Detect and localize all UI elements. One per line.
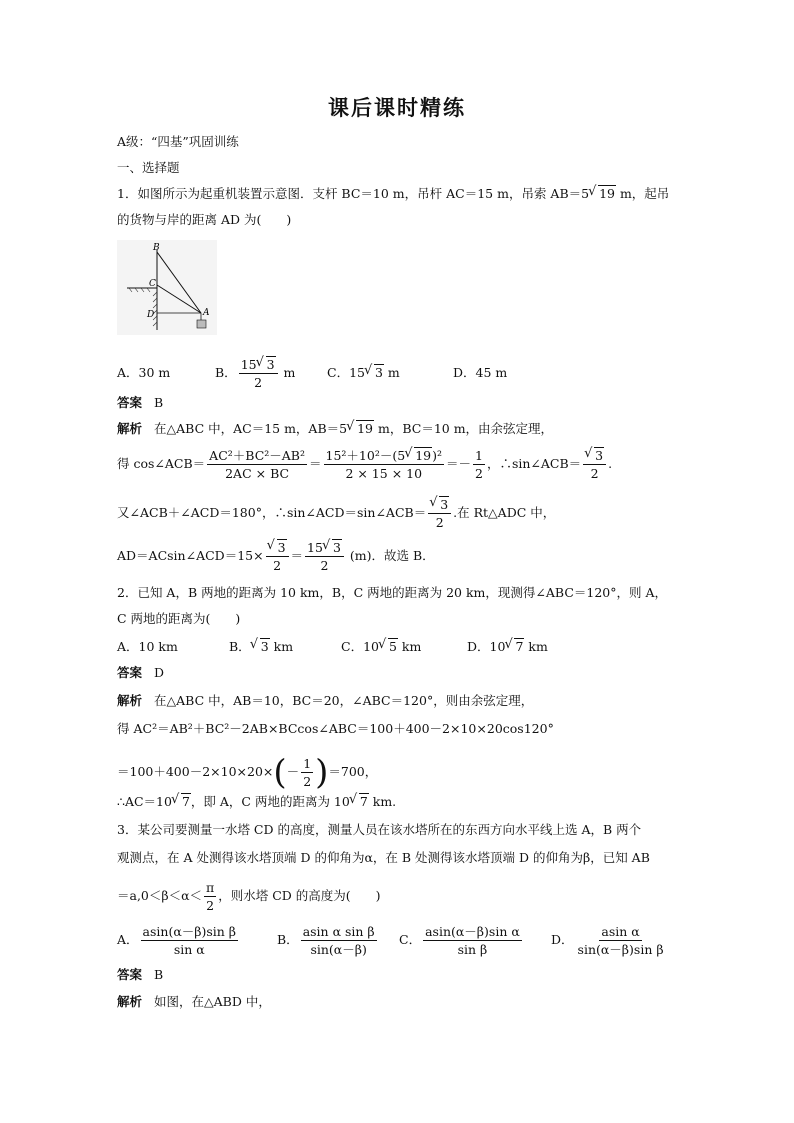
q1-answer: 答案 B bbox=[117, 395, 164, 410]
q1-options bbox=[117, 357, 507, 390]
level-heading: A级：“四基”巩固训练 bbox=[117, 134, 239, 149]
sqrt-19: √ 19 bbox=[589, 185, 616, 203]
q1-analysis-line2: 得 cos∠ACB＝ $\frac{\text{AC²＋BC²－AB²}}{2AC \times BC}$ ＝ $\frac{\text{15²＋10²－(5√ 19)²}}{2 \times 15 \times 10}$ ＝－ $\frac{1}{2}$ ，∴sin∠ACB＝ √ $\frac{3}{2}$ . bbox=[117, 448, 612, 481]
q3-option-d: D． $\frac{\text{asin α}}{\text{sin(α－β)sin β}}$ bbox=[551, 924, 664, 957]
q2-stem-line2: C 两地的距离为( ) bbox=[117, 611, 241, 626]
fig-label-c: C bbox=[149, 279, 156, 289]
q3-options bbox=[117, 924, 668, 957]
q1-analysis-line3: 又∠ACB＋∠ACD＝180°，∴sin∠ACD＝sin∠ACB＝ √ $\frac{3}{2}$ .在 Rt△ADC 中， bbox=[117, 497, 555, 530]
q1-option-a: A．30 m bbox=[117, 365, 171, 380]
q2-answer: 答案 D bbox=[117, 665, 165, 680]
q2-option-c: C．10√ 5 km bbox=[341, 638, 467, 656]
q3-stem-line1: 3．某公司要测量一水塔 CD 的高度，测量人员在该水塔所在的东西方向水平线上选 A，B 两个 bbox=[117, 822, 642, 837]
q2-analysis-line1: 解析 在△ABC 中，AB＝10，BC＝20，∠ABC＝120°，则由余弦定理， bbox=[117, 693, 534, 708]
q1-analysis-line4: AD＝ACsin∠ACD＝15× √ $\frac{3}{2}$ ＝ $\frac{15√ 3}{2}$ (m)．故选 B． bbox=[117, 540, 435, 573]
q2-option-a: A．10 km bbox=[117, 639, 178, 654]
q2-analysis-line3: ＝100＋400－2×10×20×(－ $\frac{1}{2}$ )＝700， bbox=[117, 752, 378, 793]
q1-analysis-line1: 解析 在△ABC 中，AC＝15 m，AB＝5√ 19 m，BC＝10 m，由余弦定理， bbox=[117, 420, 553, 438]
q1-stem-line1: 1．如图所示为起重机装置示意图．支杆 BC＝10 m，吊杆 AC＝15 m，吊索 AB＝5√ 19 m，起吊 bbox=[117, 185, 669, 203]
q3-stem-line2: 观测点，在 A 处测得该水塔顶端 D 的仰角为α，在 B 处测得该水塔顶端 D 的仰角为β，已知 AB bbox=[117, 850, 650, 865]
q3-answer: 答案 B bbox=[117, 967, 164, 982]
q3-stem-line3: ＝a,0＜β＜α＜ $\frac{\pi}{2}$ ，则水塔 CD 的高度为( ) bbox=[117, 880, 381, 913]
q2-analysis-line2: 得 AC²＝AB²＋BC²－2AB×BCcos∠ABC＝100＋400－2×10×20cos120° bbox=[117, 721, 554, 736]
q2-analysis-line4: ∴AC＝10√ 7，即 A，C 两地的距离为 10√ 7 km. bbox=[117, 793, 396, 811]
fig-label-a: A bbox=[203, 308, 210, 318]
q1-stem-line2: 的货物与岸的距离 AD 为( ) bbox=[117, 212, 292, 227]
q3-option-c: C． $\frac{\text{asin(α－β)sin α}}{\text{sin β}}$ bbox=[399, 924, 520, 957]
section-heading: 一、选择题 bbox=[117, 160, 180, 175]
q3-analysis-line1: 解析 如图，在△ABD 中， bbox=[117, 994, 271, 1009]
q2-options bbox=[117, 638, 548, 656]
fig-label-b: B bbox=[153, 243, 160, 253]
q2-stem-line1: 2．已知 A，B 两地的距离为 10 km，B，C 两地的距离为 20 km，现测得∠ABC＝120°，则 A， bbox=[117, 585, 667, 600]
q1-option-c: C．15√ 3 m bbox=[327, 364, 453, 382]
q3-option-b: B． $\frac{\text{asin α sin β}}{\sin(\alpha-\beta)}$ bbox=[277, 924, 375, 957]
q3-option-a: A． $\frac{\text{asin(α－β)sin β}}{\text{sin α}}$ bbox=[117, 924, 237, 957]
fig-label-d: D bbox=[147, 310, 155, 320]
crane-diagram bbox=[117, 240, 217, 335]
q2-option-b: B．√ 3 km bbox=[229, 638, 341, 656]
q2-option-d: D．10√ 7 km bbox=[467, 638, 548, 656]
q1-option-d: D．45 m bbox=[453, 365, 508, 380]
q1-option-b: B． $\frac{15√ 3}{2}$ m bbox=[215, 357, 327, 390]
page-title: 课后课时精练 bbox=[328, 95, 466, 120]
